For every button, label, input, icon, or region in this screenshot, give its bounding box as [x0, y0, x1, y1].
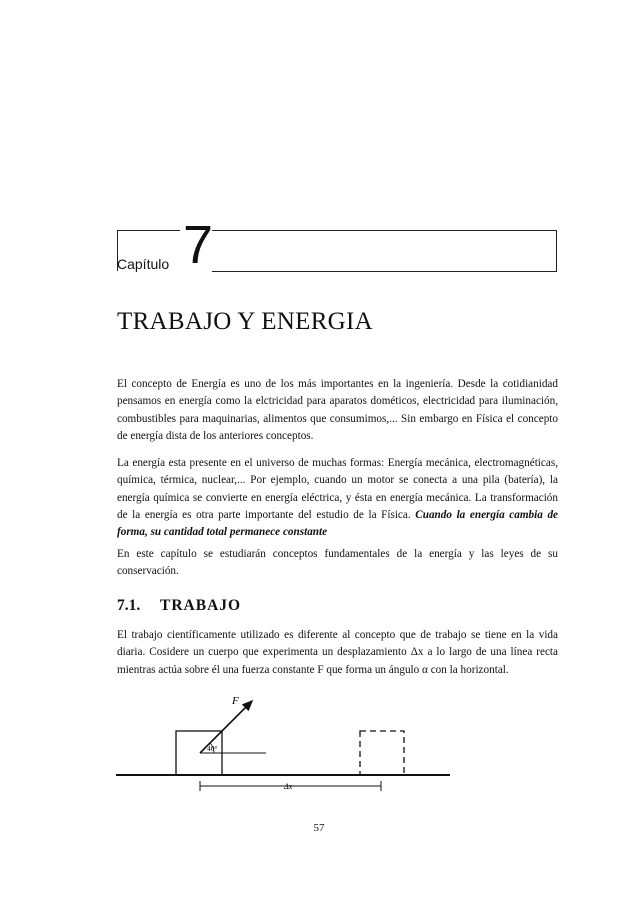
intro-paragraph-2-text: La energía esta presente en el universo de muchas formas: Energía mecánica, electromagnéticas, química, térmica, nuclear,... Por ejemplo, cuando un motor se conecta a una pila (batería), la energía química se convierte en energía eléctrica, y ésta en energía mecánica. La transformación de la energía es otra parte importante del estudio de la Física.	[117, 457, 558, 521]
chapter-heading	[117, 215, 557, 275]
block-final	[360, 731, 404, 775]
section-title: TRABAJO	[160, 597, 242, 614]
intro-paragraph-3: En este capítulo se estudiarán conceptos fundamentales de la energía y las leyes de su conservación.	[117, 548, 558, 578]
section-paragraph-1: El trabajo científicamente utilizado es diferente al concepto que de trabajo se tiene en la vida diaria. Cosidere un cuerpo que experimenta un desplazamiento Δx a lo largo de una línea recta mientras actúa sobre él una fuerza constante F que forma un ángulo α con la horizontal.	[117, 629, 558, 676]
chapter-frame-right	[212, 230, 557, 272]
intro-paragraph-2	[117, 455, 558, 541]
work-diagram	[0, 680, 638, 800]
force-label: F	[232, 695, 239, 707]
chapter-label: Capítulo	[117, 256, 170, 272]
displacement-label: Δx	[284, 782, 293, 791]
chapter-title: TRABAJO Y ENERGIA	[117, 308, 374, 335]
page-number: 57	[313, 822, 325, 834]
intro-paragraph-1: El concepto de Energía es uno de los más importantes en la ingeniería. Desde la cotidianidad pensamos en energía como la elctricidad para aparatos dométicos, electricidad para iluminación, combustibles para maquinarias, alimentos que consumimos,... Sin embargo en Física el concepto de energía dista de los anteriores conceptos.	[117, 378, 558, 442]
section-number: 7.1.	[117, 597, 141, 614]
intro-paragraph-2-emphasis: Cuando la energía cambia de forma, su cantidad total permanece constante	[117, 508, 559, 539]
angle-label: 40°	[207, 744, 218, 753]
chapter-number: 7	[183, 215, 214, 275]
